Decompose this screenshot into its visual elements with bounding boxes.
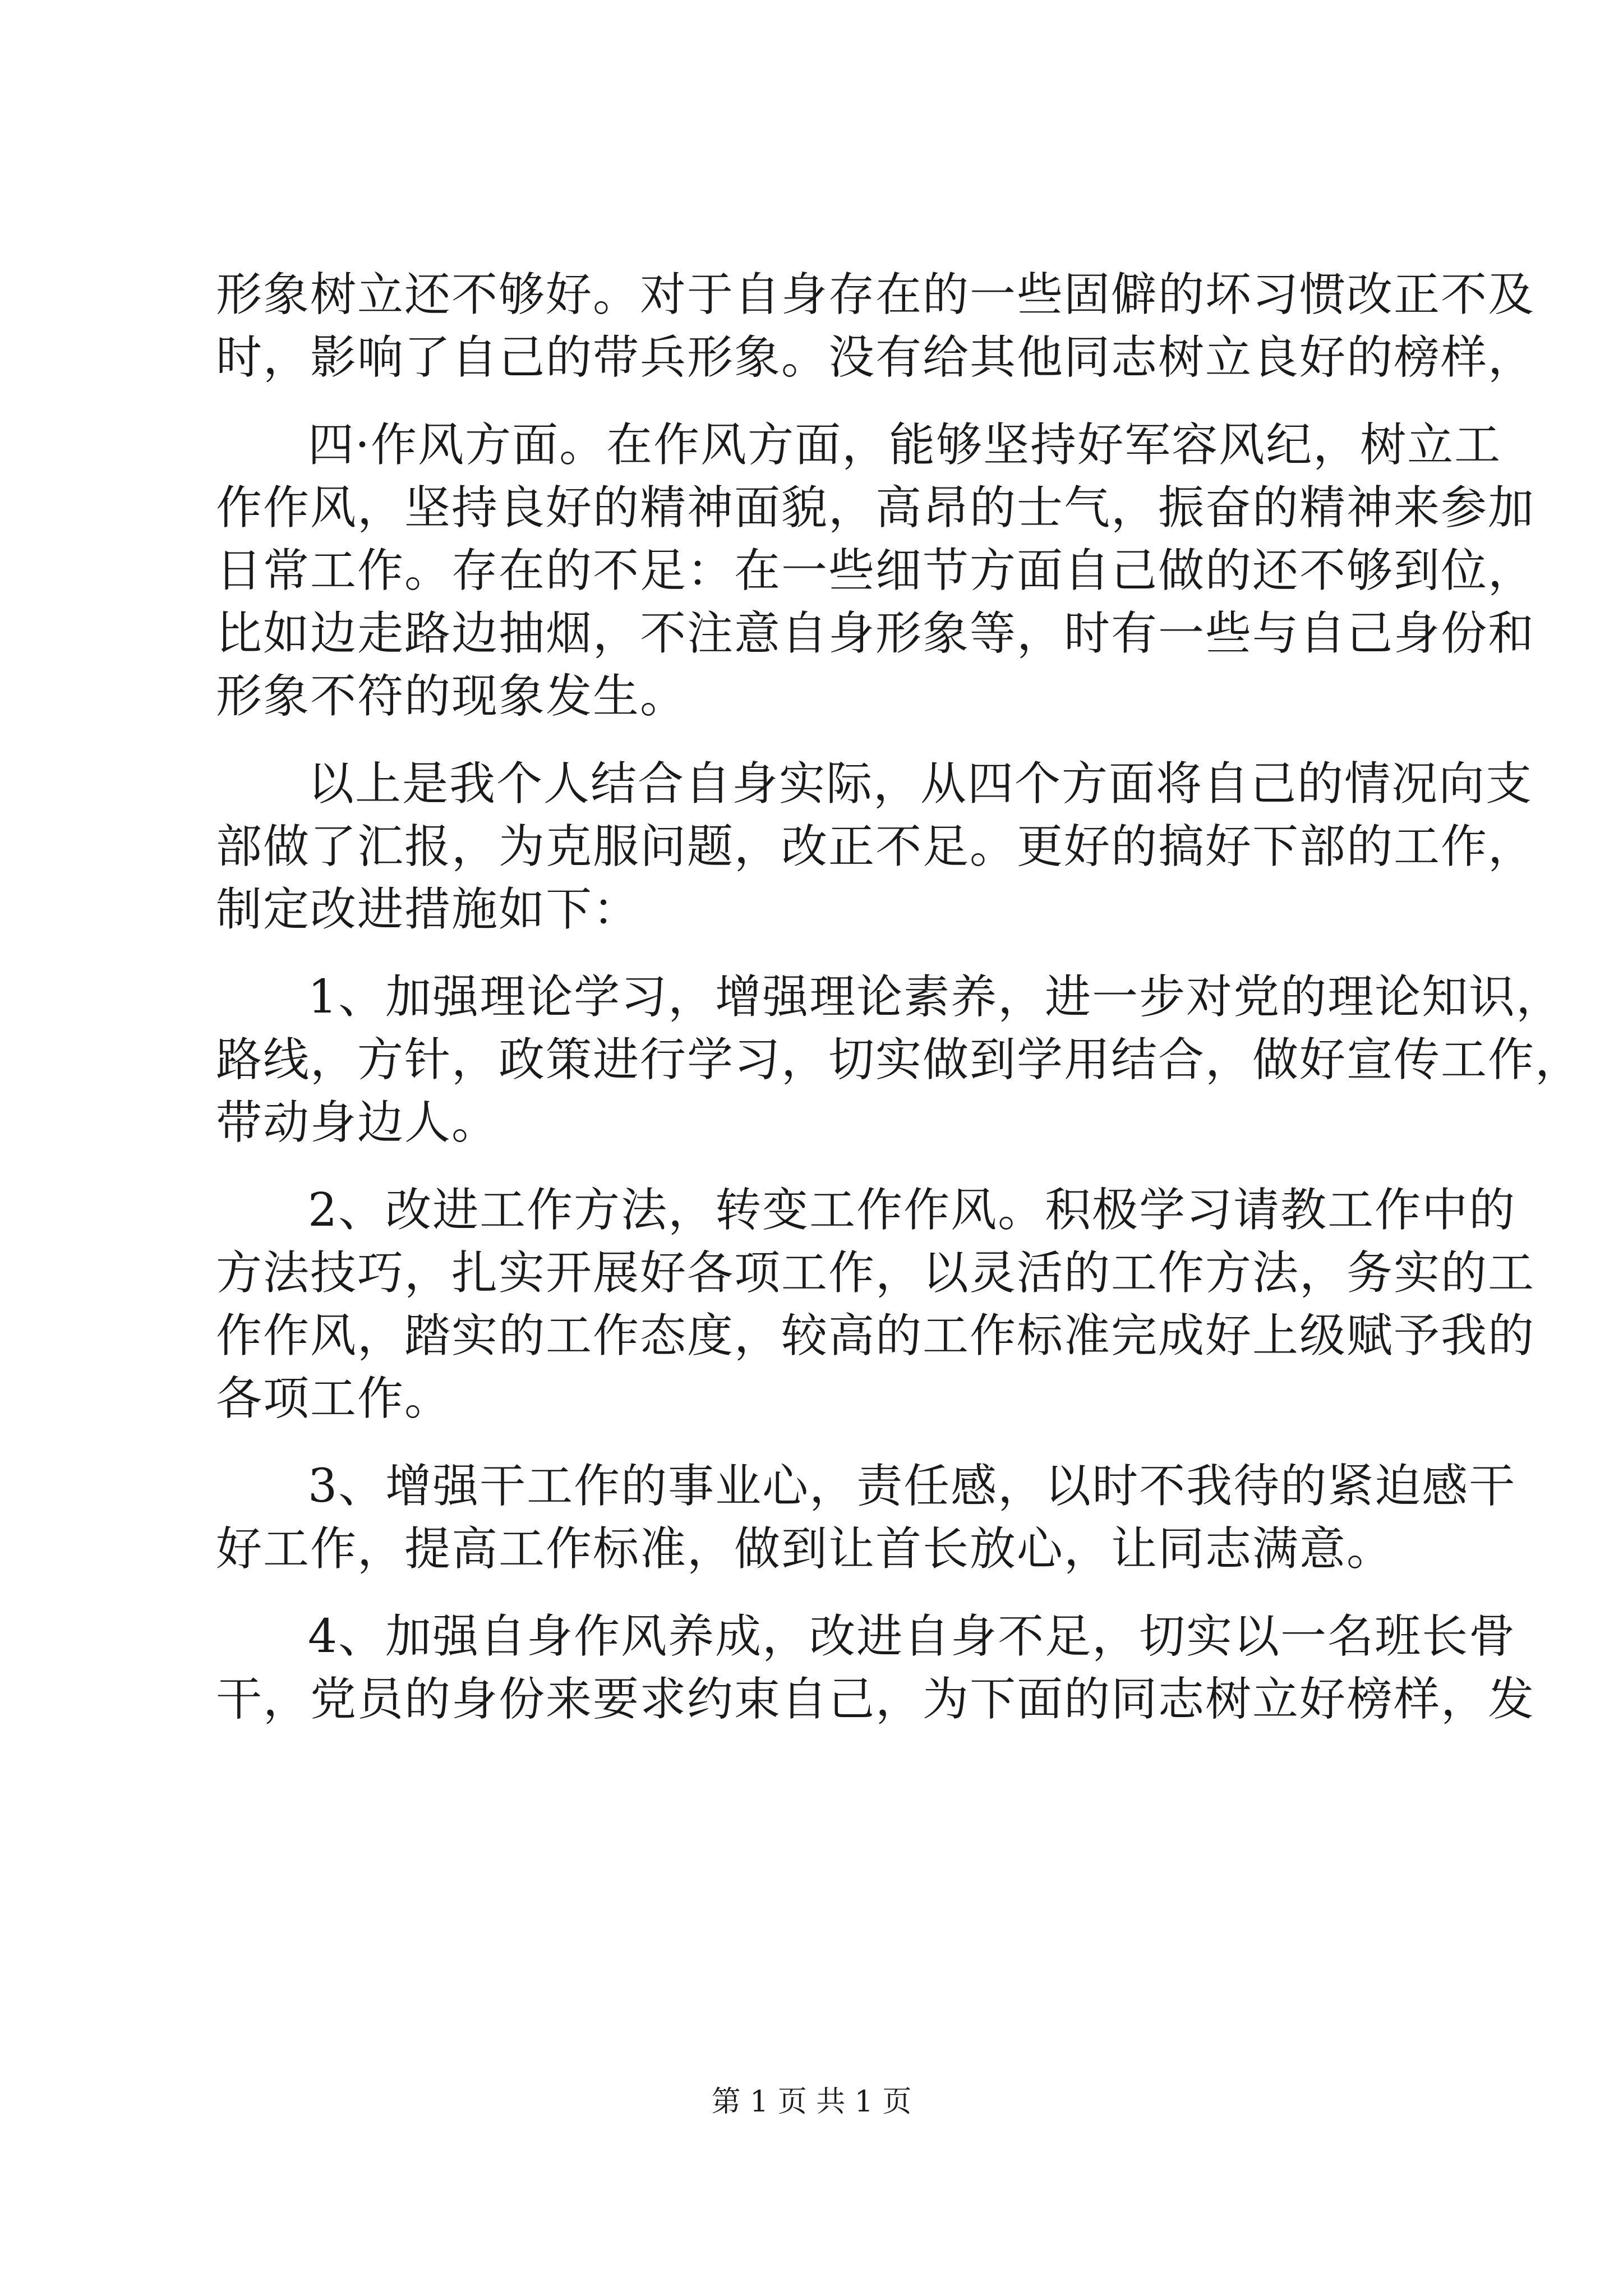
text-line: 作作风，坚持良好的精神面貌，高昂的士气，振奋的精神来参加 — [216, 481, 1536, 535]
paragraph-gap — [216, 728, 1416, 753]
text-line: 4、加强自身作风养成，改进自身不足，切实以一名班长骨 — [308, 1610, 1516, 1663]
text-line: 制定改进措施如下： — [216, 883, 640, 936]
text-line: 时，影响了自己的带兵形象。没有给其他同志树立良好的榜样， — [216, 331, 1536, 384]
text-line: 形象不符的现象发生。 — [216, 670, 688, 723]
text-line: 3、增强干工作的事业心，责任感，以时不我待的紧迫感干 — [308, 1460, 1516, 1513]
paragraph-gap — [216, 1430, 1416, 1455]
paragraph-gap — [216, 389, 1416, 414]
paragraph-gap — [216, 1581, 1416, 1605]
text-line: 四·作风方面。在作风方面，能够坚持好军容风纪，树立工 — [308, 418, 1502, 472]
text-line: 好工作，提高工作标准，做到让首长放心，让同志满意。 — [216, 1522, 1394, 1576]
text-line: 部做了汇报，为克服问题，改正不足。更好的搞好下部的工作， — [216, 820, 1536, 873]
document-body — [216, 264, 1583, 1731]
text-line: 比如边走路边抽烟，不注意自身形象等，时有一些与自己身份和 — [216, 607, 1536, 660]
text-line: 日常工作。存在的不足：在一些细节方面自己做的还不够到位， — [216, 544, 1536, 597]
text-line: 带动身边人。 — [216, 1096, 499, 1149]
text-line: 以上是我个人结合自身实际，从四个方面将自己的情况向支 — [308, 757, 1533, 811]
page-footer: 第 1 页 共 1 页 — [711, 2085, 912, 2119]
text-line: 形象树立还不够好。对于自身存在的一些固僻的坏习惯改正不及 — [216, 268, 1536, 321]
text-line: 各项工作。 — [216, 1372, 452, 1425]
text-line: 2、改进工作方法，转变工作作风。积极学习请教工作中的 — [308, 1184, 1516, 1237]
text-line: 作作风，踏实的工作态度，较高的工作标准完成好上级赋予我的 — [216, 1309, 1536, 1363]
paragraph-gap — [216, 1154, 1416, 1179]
paragraph-gap — [216, 941, 1416, 966]
text-line: 方法技巧，扎实开展好各项工作，以灵活的工作方法，务实的工 — [216, 1246, 1536, 1300]
text-line: 路线，方针，政策进行学习，切实做到学用结合，做好宣传工作， — [216, 1033, 1583, 1087]
text-line: 干，党员的身份来要求约束自己，为下面的同志树立好榜样，发 — [216, 1673, 1536, 1726]
text-line: 1、加强理论学习，增强理论素养，进一步对党的理论知识， — [308, 970, 1564, 1024]
